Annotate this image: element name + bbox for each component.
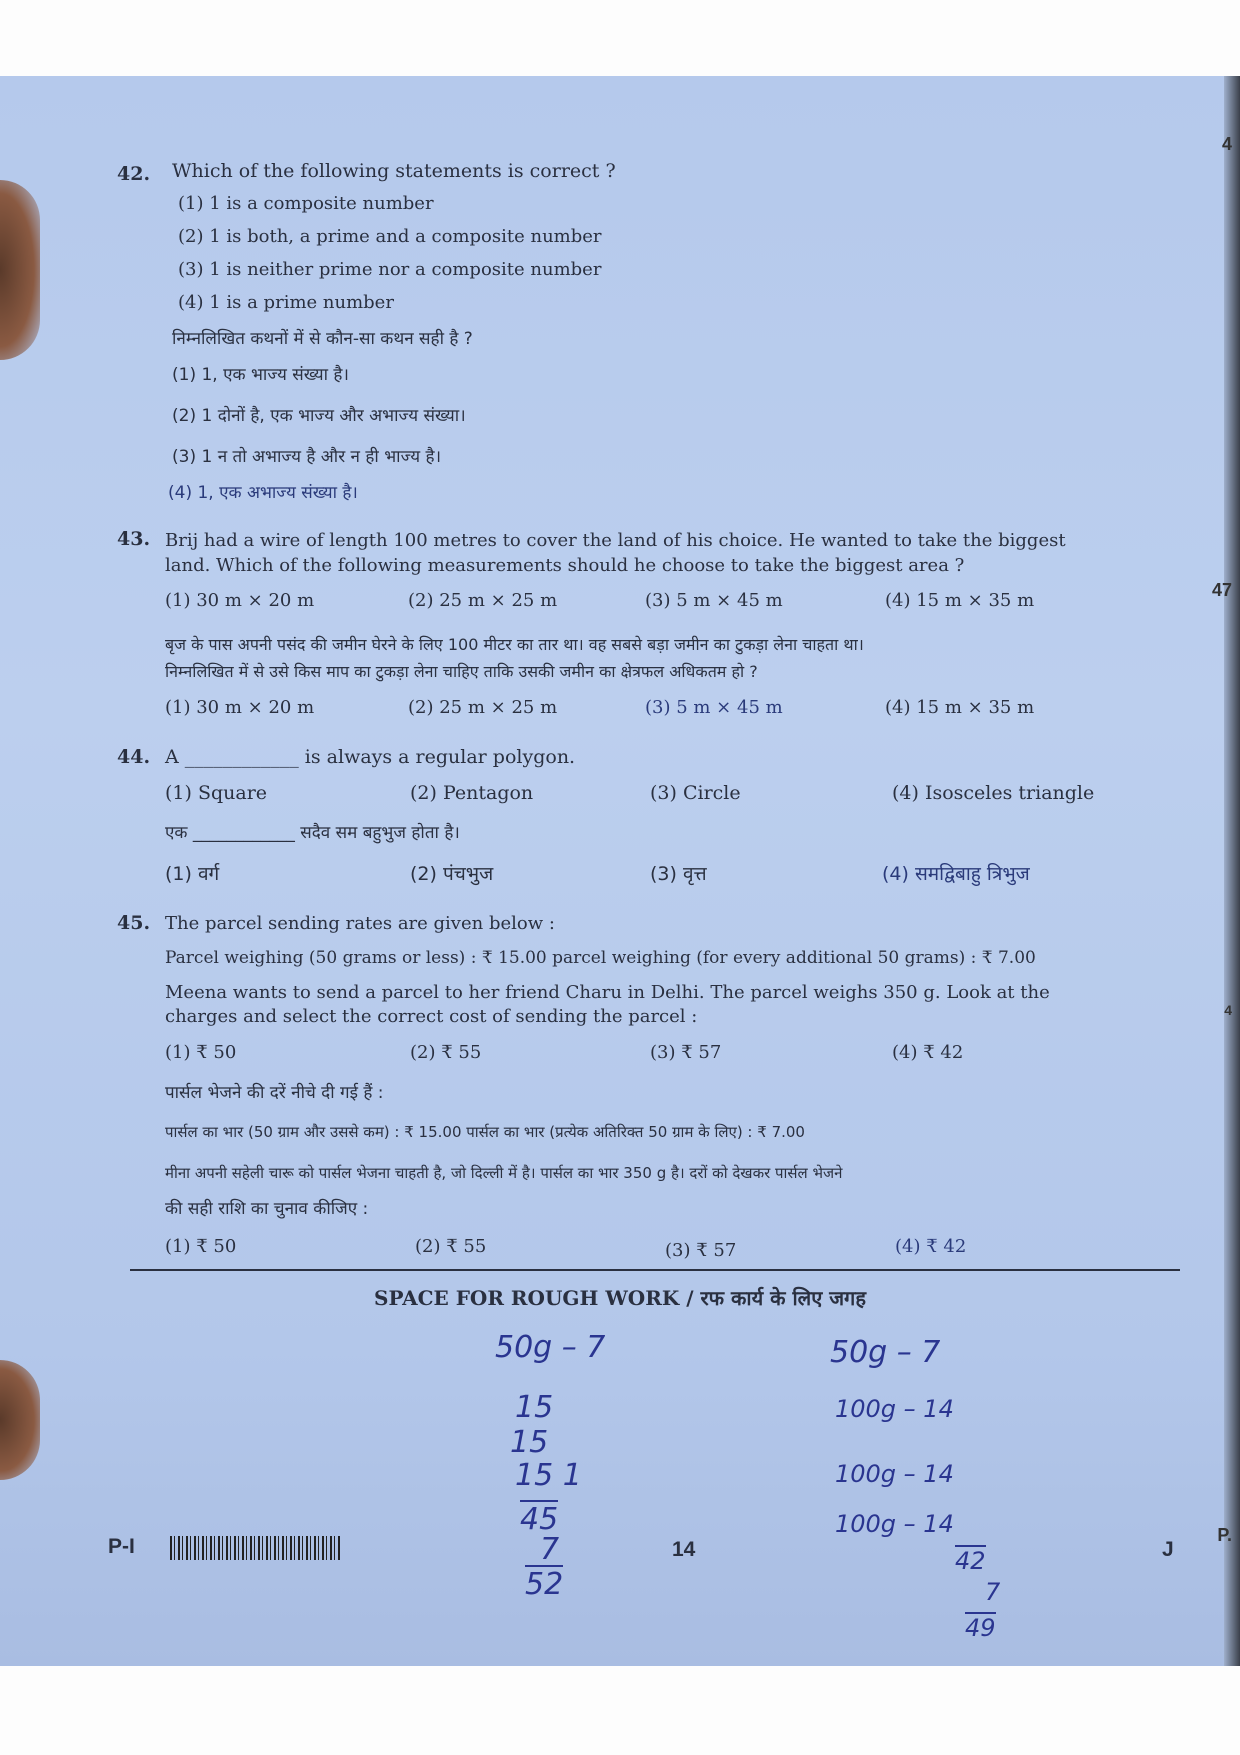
handwriting: 49 bbox=[965, 1614, 996, 1642]
handwriting: 100g – 14 bbox=[835, 1460, 954, 1488]
option: (1) 1 is a composite number bbox=[178, 193, 434, 214]
handwriting: 15 1 bbox=[515, 1458, 582, 1493]
option: (4) 15 m × 35 m bbox=[885, 590, 1035, 611]
handwriting: 45 bbox=[520, 1502, 559, 1537]
hindi-option: (1) 30 m × 20 m bbox=[165, 697, 315, 718]
question-number: 43. bbox=[117, 528, 151, 550]
hindi-question-text: बृज के पास अपनी पसंद की जमीन घेरने के लिए 100 मीटर का तार था। वह सबसे बड़ा जमीन का टुकड़ा लेना चाहता था। bbox=[165, 635, 864, 654]
divider bbox=[130, 1269, 1180, 1271]
thumb-top bbox=[0, 180, 40, 360]
option: (3) Circle bbox=[650, 782, 741, 804]
side-mark: 4 bbox=[1221, 134, 1232, 154]
hindi-question-text: एक ____________ सदैव सम बहुभुज होता है। bbox=[165, 823, 460, 843]
option: (1) 30 m × 20 m bbox=[165, 590, 315, 611]
hindi-option: (1) ₹ 50 bbox=[165, 1236, 237, 1257]
question-text: Parcel weighing (50 grams or less) : ₹ 15.00 parcel weighing (for every additional 50 grams) : ₹ 7.00 bbox=[165, 948, 1036, 968]
handwriting: 50g – 7 bbox=[830, 1335, 941, 1370]
hindi-option-marked: (4) ₹ 42 bbox=[895, 1236, 967, 1257]
hindi-option: (2) ₹ 55 bbox=[415, 1236, 487, 1257]
option: (3) 5 m × 45 m bbox=[645, 590, 783, 611]
question-number: 45. bbox=[117, 912, 151, 934]
hindi-question-text: निम्नलिखित में से उसे किस माप का टुकड़ा लेना चाहिए ताकि उसकी जमीन का क्षेत्रफल अधिकतम हो ? bbox=[165, 662, 758, 681]
option: (4) 1 is a prime number bbox=[178, 292, 394, 313]
option: (4) Isosceles triangle bbox=[892, 782, 1095, 804]
option: (1) Square bbox=[165, 782, 268, 804]
question-text: Meena wants to send a parcel to her friend Charu in Delhi. The parcel weighs 350 g. Look at the bbox=[165, 982, 1050, 1003]
hindi-question-text: मीना अपनी सहेली चारू को पार्सल भेजना चाहती है, जो दिल्ली में है। पार्सल का भार 350 g है। दरों को देखकर पार्सल भेजने bbox=[165, 1164, 843, 1182]
side-mark: P. bbox=[1217, 1525, 1232, 1545]
handwriting: 15 bbox=[515, 1390, 554, 1425]
hindi-option: (4) 15 m × 35 m bbox=[885, 697, 1035, 718]
paper-code: P-I bbox=[108, 1535, 135, 1558]
hindi-option-marked: (4) समद्विबाहु त्रिभुज bbox=[882, 863, 1030, 885]
question-text: Brij had a wire of length 100 metres to cover the land of his choice. He wanted to take the biggest bbox=[165, 530, 1066, 551]
side-mark: 47 bbox=[1211, 580, 1232, 600]
hindi-option: (2) पंचभुज bbox=[410, 863, 494, 885]
hindi-option: (2) 1 दोनों है, एक भाज्य और अभाज्य संख्या। bbox=[172, 406, 466, 426]
hindi-option: (2) 25 m × 25 m bbox=[408, 697, 558, 718]
hindi-option: (1) वर्ग bbox=[165, 863, 220, 885]
option: (2) Pentagon bbox=[410, 782, 534, 804]
hindi-option: (1) 1, एक भाज्य संख्या है। bbox=[172, 365, 349, 385]
question-text: land. Which of the following measurements should he choose to take the biggest area ? bbox=[165, 555, 965, 576]
question-text: The parcel sending rates are given below : bbox=[165, 913, 555, 934]
question-text: A ____________ is always a regular polygon. bbox=[165, 746, 576, 768]
handwriting: 100g – 14 bbox=[835, 1395, 954, 1423]
set-code: J bbox=[1162, 1538, 1174, 1561]
option: (3) 1 is neither prime nor a composite number bbox=[178, 259, 602, 280]
question-text: charges and select the correct cost of sending the parcel : bbox=[165, 1006, 698, 1027]
hindi-option: (3) ₹ 57 bbox=[665, 1240, 737, 1261]
option: (1) ₹ 50 bbox=[165, 1042, 237, 1063]
option: (2) ₹ 55 bbox=[410, 1042, 482, 1063]
hindi-option-marked: (3) 5 m × 45 m bbox=[645, 697, 783, 718]
side-mark: 4 bbox=[1224, 1002, 1232, 1018]
handwriting: 42 bbox=[955, 1547, 986, 1575]
option: (2) 25 m × 25 m bbox=[408, 590, 558, 611]
hindi-question-text: पार्सल भेजने की दरें नीचे दी गई हैं : bbox=[165, 1083, 384, 1103]
handwriting: 52 bbox=[525, 1567, 564, 1602]
hindi-question-text: निम्नलिखित कथनों में से कौन-सा कथन सही है ? bbox=[172, 329, 473, 349]
rough-work-title: SPACE FOR ROUGH WORK / रफ कार्य के लिए जगह bbox=[374, 1286, 866, 1310]
handwriting: 15 bbox=[510, 1425, 549, 1460]
handwriting: 7 bbox=[540, 1532, 560, 1567]
option: (2) 1 is both, a prime and a composite number bbox=[178, 226, 602, 247]
hindi-option-marked: (4) 1, एक अभाज्य संख्या है। bbox=[168, 483, 358, 503]
question-text: Which of the following statements is correct ? bbox=[172, 160, 616, 182]
hindi-question-text: पार्सल का भार (50 ग्राम और उससे कम) : ₹ 15.00 पार्सल का भार (प्रत्येक अतिरिक्त 50 ग्राम के लिए) : ₹ 7.00 bbox=[165, 1123, 805, 1141]
hindi-question-text: की सही राशि का चुनाव कीजिए : bbox=[165, 1199, 369, 1219]
barcode bbox=[170, 1536, 340, 1560]
question-number: 42. bbox=[117, 163, 151, 185]
handwriting: 7 bbox=[985, 1578, 1001, 1606]
hindi-option: (3) 1 न तो अभाज्य है और न ही भाज्य है। bbox=[172, 447, 442, 467]
handwriting: 50g – 7 bbox=[495, 1330, 606, 1365]
hindi-option: (3) वृत्त bbox=[650, 863, 707, 885]
question-number: 44. bbox=[117, 746, 151, 768]
handwriting: 100g – 14 bbox=[835, 1510, 954, 1538]
page-number: 14 bbox=[672, 1538, 696, 1561]
option: (4) ₹ 42 bbox=[892, 1042, 964, 1063]
option: (3) ₹ 57 bbox=[650, 1042, 722, 1063]
